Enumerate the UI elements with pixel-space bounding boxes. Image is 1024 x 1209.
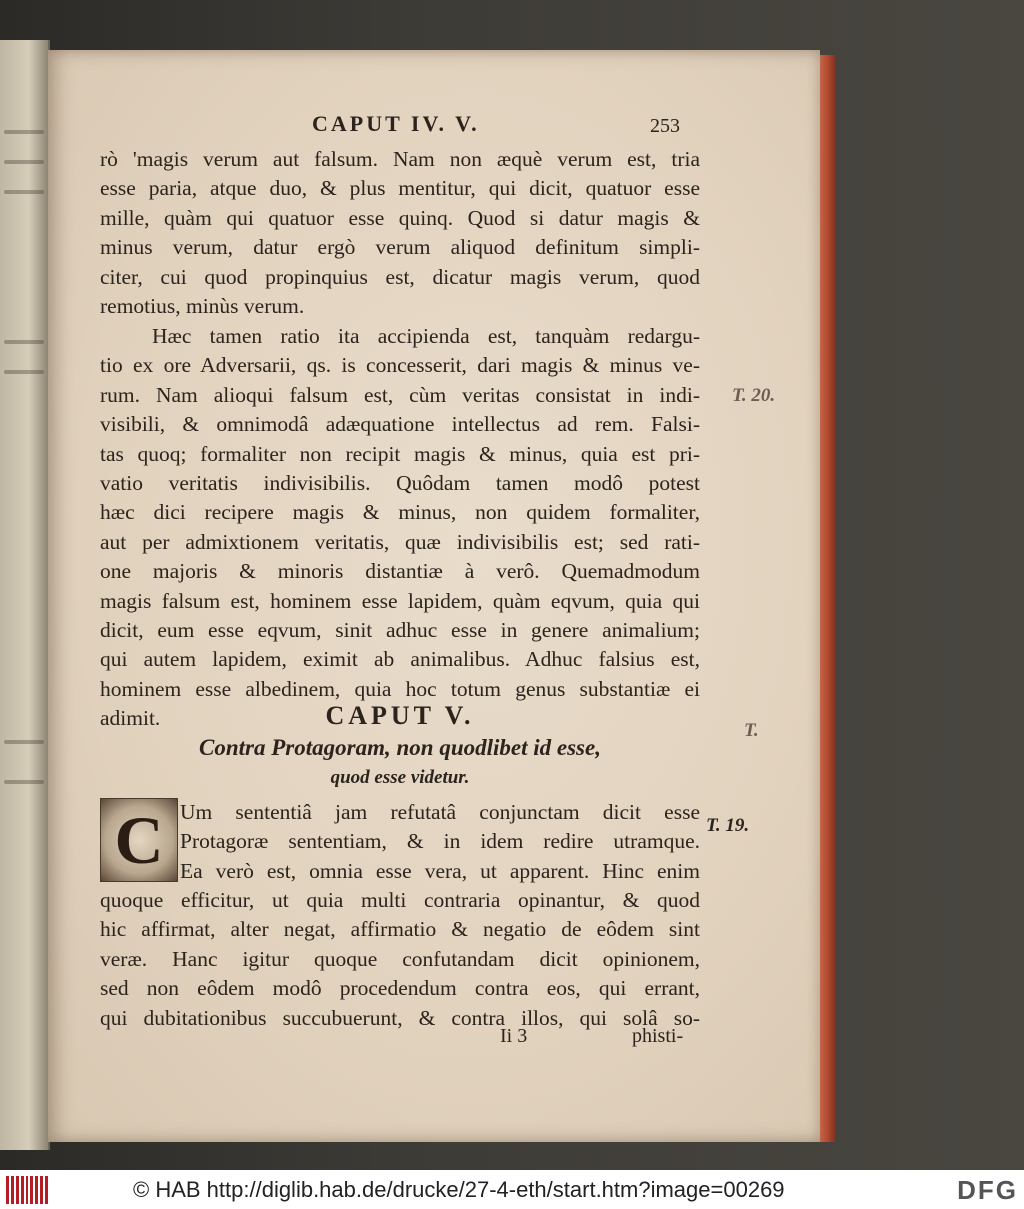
text-line: dicit, eum esse eqvum, sinit adhuc esse in genere animalium; <box>100 618 700 643</box>
paragraph-1 <box>100 145 700 321</box>
margin-note-t20: T. 20. <box>732 385 776 406</box>
page-red-edge <box>820 55 836 1142</box>
paragraph-2 <box>100 322 700 734</box>
text-line: visibili, & omnimodâ adæquatione intellectus ad rem. Falsi- <box>100 412 700 437</box>
dfg-logo: DFG <box>957 1175 1018 1205</box>
text-line: hæc dici recipere magis & minus, non quidem formaliter, <box>100 500 700 525</box>
text-line: quoque efficitur, ut quia multi contraria opinantur, & quod <box>100 888 700 912</box>
text-line: aut per admixtionem veritatis, quæ indivisibilis est; sed rati- <box>100 529 700 554</box>
text-line: tio ex ore Adversarii, qs. is concesserit, dari magis & minus ve- <box>100 353 700 378</box>
margin-note-t: T. <box>744 720 759 741</box>
text-line: qui autem lapidem, eximit ab animalibus. Adhuc falsius est, <box>100 647 700 672</box>
chapter-title: CAPUT V. <box>325 701 475 730</box>
catchword: phisti- <box>632 1025 684 1047</box>
decorated-initial: C <box>100 798 178 882</box>
text-line: sed non eôdem modô procedendum contra eos, qui errant, <box>100 976 700 1001</box>
text-line: hominem esse albedinem, quia hoc totum genus substantiæ ei <box>100 676 700 701</box>
text-line: tas quoq; formaliter non recipit magis & minus, quia est pri- <box>100 441 700 466</box>
text-line: Hæc tamen ratio ita accipienda est, tanquàm redargu- <box>152 324 700 348</box>
margin-note-t19: T. 19. <box>706 815 750 836</box>
text-line: rò 'magis verum aut falsum. Nam non æquè verum est, tria <box>100 147 700 171</box>
text-line: Um sententiâ jam refutatâ conjunctam dicit esse <box>180 800 700 824</box>
text-line: rum. Nam alioqui falsum est, cùm veritas consistat in indi- <box>100 382 700 407</box>
text-line: magis falsum est, hominem esse lapidem, quàm eqvum, quia qui <box>100 588 700 613</box>
text-line: esse paria, atque duo, & plus mentitur, qui dicit, quatuor esse <box>100 176 700 201</box>
chapter-subtitle <box>100 733 700 793</box>
copyright-link[interactable]: © HAB http://diglib.hab.de/drucke/27-4-eth/start.htm?image=00269 <box>133 1177 785 1202</box>
text-line: one majoris & minoris distantiæ à verô. Quemadmodum <box>100 559 700 584</box>
text-line: remotius, minùs verum. <box>100 294 305 319</box>
footer-bar <box>0 1170 1024 1209</box>
text-line: veræ. Hanc igitur quoque confutandam dicit opinionem, <box>100 946 700 971</box>
page-number: 253 <box>650 115 680 137</box>
text-line: mille, quàm qui quatuor esse quinq. Quod si datur magis & <box>100 205 700 230</box>
text-line: minus verum, datur ergò verum aliquod definitum simpli- <box>100 235 700 260</box>
text-line: adimit. <box>100 706 161 731</box>
text-line: vatio veritatis indivisibilis. Quôdam tamen modô potest <box>100 471 700 496</box>
text-line: hic affirmat, alter negat, affirmatio & negatio de eôdem sint <box>100 917 700 942</box>
chapter-subtitle-line-1: Contra Protagoram, non quodlibet id esse, <box>199 735 601 760</box>
library-barcode-icon <box>6 1176 48 1204</box>
paragraph-3 <box>100 886 700 1033</box>
text-line: Protagoræ sententiam, & in idem redire utramque. <box>180 829 700 854</box>
text-line: citer, cui quod propinquius est, dicatur magis verum, quod <box>100 264 700 289</box>
chapter-subtitle-line-2: quod esse videtur. <box>330 767 470 788</box>
previous-page-edge <box>0 40 50 1150</box>
text-line: Ea verò est, omnia esse vera, ut apparent. Hinc enim <box>180 858 700 883</box>
paragraph-3-indented <box>180 798 700 886</box>
text-line: qui dubitationibus succubuerunt, & contra illos, qui solâ so- <box>100 1005 700 1030</box>
signature-mark: Ii 3 <box>500 1025 528 1047</box>
running-head: CAPUT IV. V. <box>312 111 480 136</box>
